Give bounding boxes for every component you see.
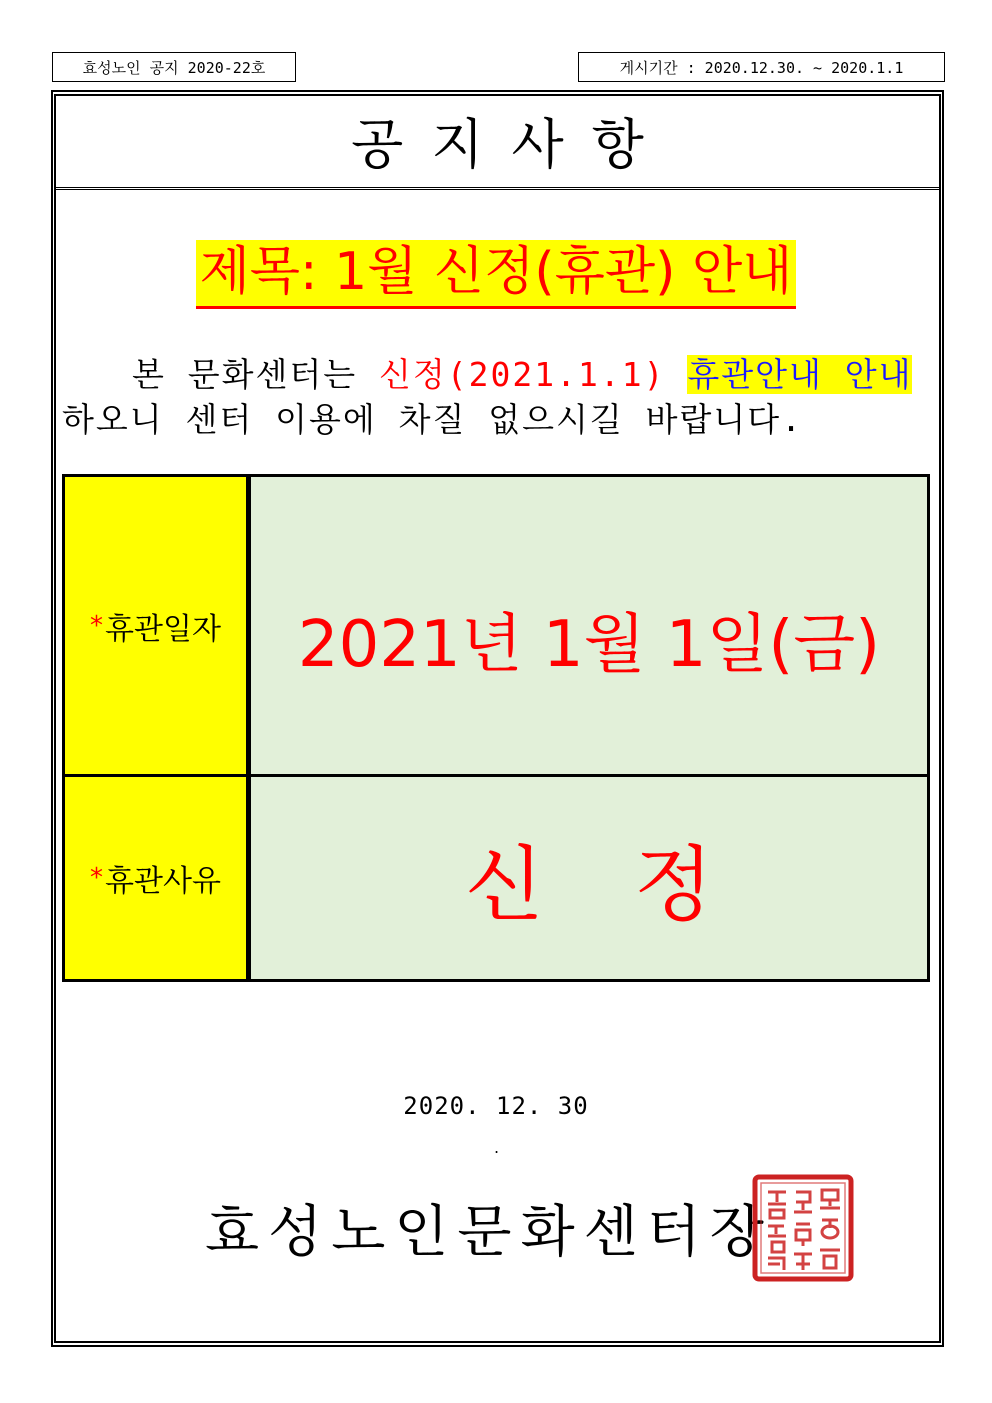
body-holiday-date: 신정(2021.1.1) xyxy=(379,355,688,394)
table-row-closure-reason xyxy=(65,777,927,979)
body-highlight: 휴관안내 안내 xyxy=(687,355,913,394)
body-text-part4: 하오니 센터 이용에 차질 없으시길 바랍니다. xyxy=(62,400,804,439)
label-closure-date: 휴관일자 xyxy=(105,611,221,647)
page-title: 공지사항 xyxy=(351,113,672,176)
label-closure-reason: 휴관사유 xyxy=(105,864,221,899)
value-closure-date: 2021년 1월 1일(금) xyxy=(251,477,927,774)
star-icon: * xyxy=(90,610,104,641)
subject-wrap xyxy=(0,240,992,309)
closure-table xyxy=(62,474,930,982)
notice-number-box xyxy=(52,52,296,82)
value-closure-reason: 신정 xyxy=(251,777,927,979)
subject-heading: 제목: 1월 신정(휴관) 안내 xyxy=(196,240,797,309)
label-cell xyxy=(65,777,251,979)
posting-period-box xyxy=(578,52,945,82)
table-row-closure-date xyxy=(65,477,927,777)
issue-date: 2020. 12. 30 xyxy=(403,1092,589,1120)
official-seal-icon xyxy=(752,1174,854,1282)
body-paragraph xyxy=(62,352,932,442)
star-icon: * xyxy=(90,863,104,893)
dot-mark: . xyxy=(494,1138,500,1157)
signer-name: 효성노인문화센터장 xyxy=(205,1200,773,1265)
title-box xyxy=(54,94,941,190)
notice-number: 효성노인 공지 2020-22호 xyxy=(82,58,266,77)
posting-period: 게시기간 : 2020.12.30. ~ 2020.1.1 xyxy=(619,58,904,77)
label-cell xyxy=(65,477,251,774)
body-text-part1: 본 문화센터는 xyxy=(132,355,380,394)
